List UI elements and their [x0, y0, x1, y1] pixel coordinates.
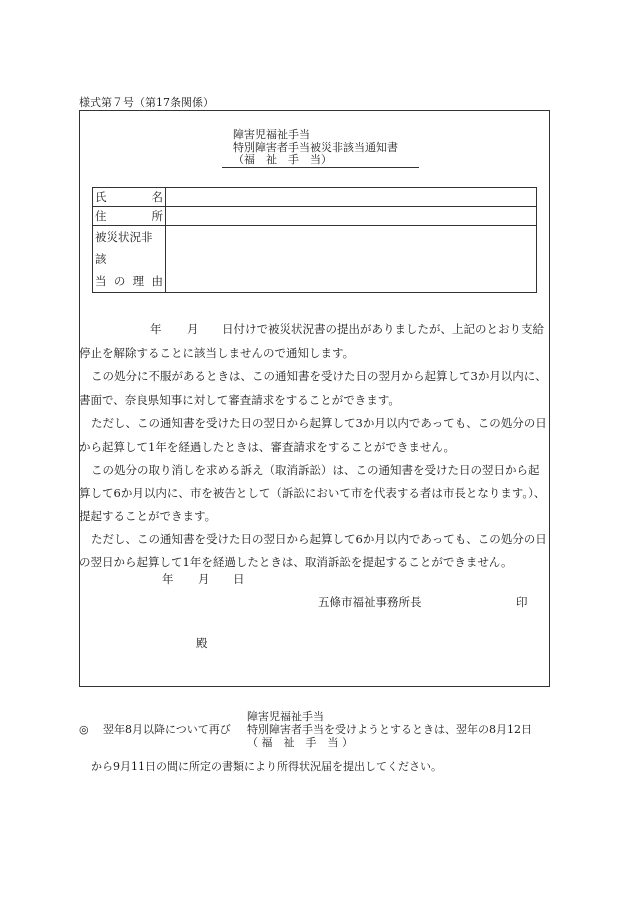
row-name	[93, 188, 537, 207]
label-reason-char-1: 当	[95, 274, 107, 288]
label-name	[93, 188, 166, 207]
label-name-char-2: 名	[151, 190, 163, 204]
row-address	[93, 207, 537, 226]
value-reason[interactable]	[166, 226, 537, 293]
p3-line-2: から起算して1年を経過したときは、審査請求をすることができません。	[79, 440, 456, 454]
footer-stack-line-1: 障害児福祉手当	[247, 710, 324, 723]
issuer: 五條市福祉事務所長	[318, 595, 422, 609]
footer-mark: ◎	[79, 723, 89, 736]
label-address	[93, 207, 166, 226]
p4-line-1: この処分の取り消しを求める訴え（取消訴訟）は、この通知書を受けた日の翌日から起	[91, 463, 540, 477]
p1-year: 年	[150, 322, 162, 336]
label-reason-line-1: 被災状況非該	[95, 230, 153, 266]
date-month: 月	[198, 572, 210, 586]
p5-line-2: の翌日から起算して1年を経過したときは、取消訴訟を提起することができません。	[79, 555, 513, 569]
footer-stack-line-3: （ 福 祉 手 当 ）	[247, 736, 353, 749]
row-reason	[93, 226, 537, 293]
title-line-1: 障害児福祉手当	[233, 128, 310, 141]
p2-line-1: この処分に不服があるときは、この通知書を受けた日の翌月から起算して3か月以内に、	[91, 369, 547, 383]
p2-line-2: 書面で、奈良県知事に対して審査請求をすることができます。	[79, 393, 400, 407]
footer-stack-line-2: 特別障害者手当を受けようとするときは、翌年の8月12日	[247, 723, 532, 736]
date-year: 年	[162, 572, 174, 586]
info-table	[92, 187, 537, 293]
footer-line-2: から9月11日の間に所定の書類により所得状況届を提出してください。	[91, 760, 442, 773]
p1-line-2: 停止を解除することに該当しませんので通知します。	[79, 346, 355, 360]
form-number: 様式第７号（第17条関係）	[79, 96, 214, 109]
label-address-char-1: 住	[95, 209, 107, 223]
date-day: 日	[233, 572, 245, 586]
label-name-char-1: 氏	[95, 190, 107, 204]
label-address-char-2: 所	[151, 209, 163, 223]
title-line-3: （福 祉 手 当）	[233, 153, 332, 166]
label-reason-char-2: の	[113, 274, 126, 288]
p1-line-1: 日付けで被災状況書の提出がありましたが、上記のとおり支給	[222, 322, 544, 336]
p4-line-3: 提起することができます。	[79, 509, 217, 523]
label-reason-char-3: 理	[132, 274, 145, 288]
p3-line-1: ただし、この通知書を受けた日の翌日から起算して3か月以内であっても、この処分の日	[91, 416, 547, 430]
seal-mark: 印	[516, 595, 528, 609]
label-reason	[93, 226, 166, 293]
addressee-honorific: 殿	[196, 636, 208, 650]
label-reason-char-4: 由	[151, 274, 163, 288]
p1-month: 月	[187, 322, 199, 336]
p5-line-1: ただし、この通知書を受けた日の翌日から起算して6か月以内であっても、この処分の日	[91, 532, 547, 546]
p4-line-2: 算して6か月以内に、市を被告として（訴訟において市を代表する者は市長となります。）、	[79, 486, 546, 500]
title-line-2: 特別障害者手当被災非該当通知書	[233, 141, 398, 154]
value-name[interactable]	[166, 188, 537, 207]
value-address[interactable]	[166, 207, 537, 226]
title-underline	[222, 167, 419, 168]
footer-lead: 翌年8月以降について再び	[103, 723, 231, 736]
